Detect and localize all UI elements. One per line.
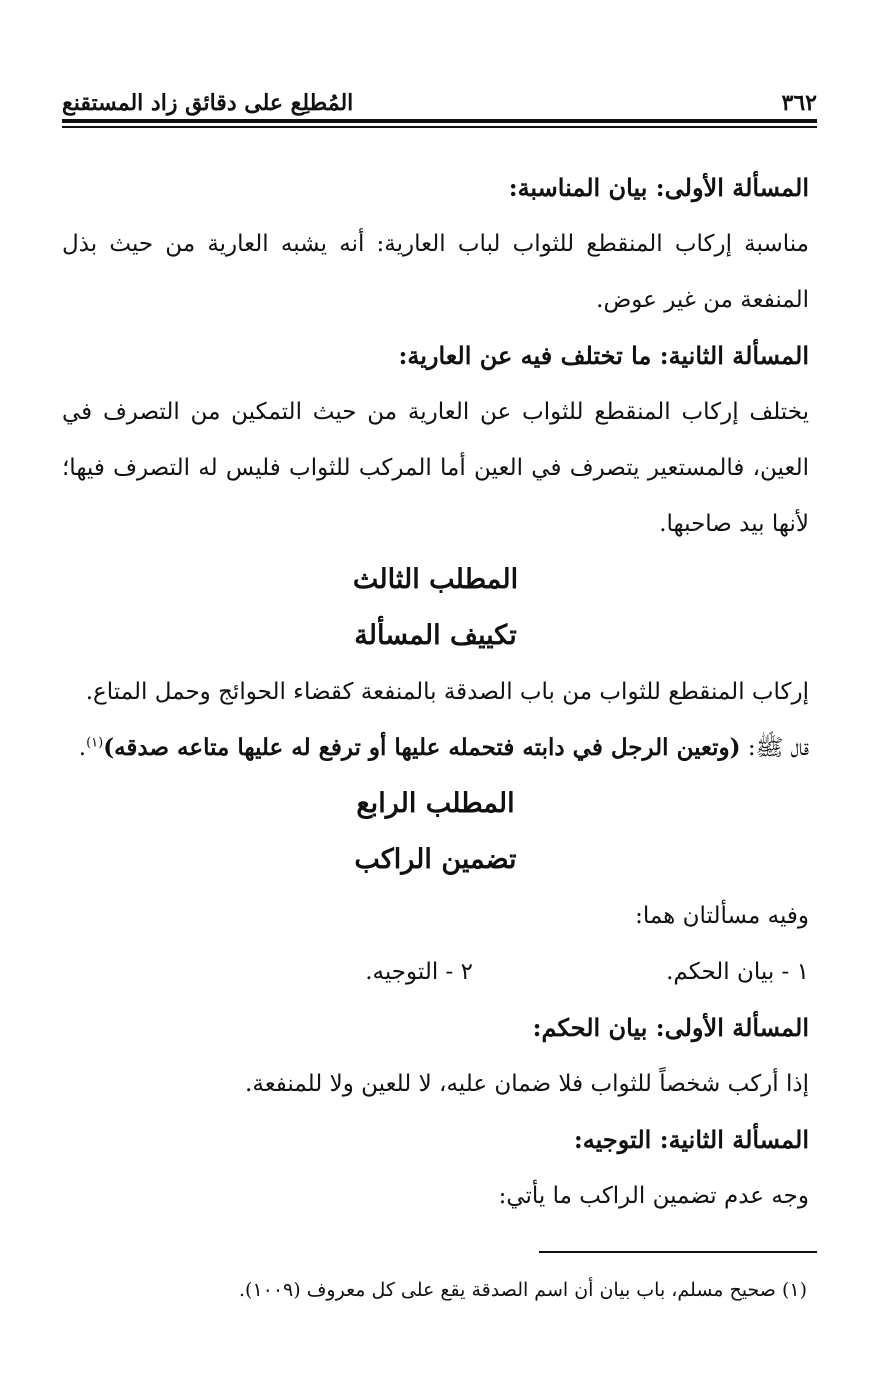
footnote-ref[interactable]: (١): [86, 735, 104, 751]
paragraph-2: يختلف إركاب المنقطع للثواب عن العارية من حيث التمكين من التصرف في العين، فالمستعير يتصرف في العين أما المركب للثواب فليس له التصرف فيها؛ لأنها بيد صاحبها.: [62, 399, 809, 537]
header-rule-thin: [62, 126, 817, 128]
paragraph-5: وجه عدم تضمين الراكب ما يأتي:: [498, 1183, 809, 1209]
matlab-4-subtitle: تضمين الراكب: [354, 844, 517, 875]
matlab-3-title: المطلب الثالث: [352, 564, 519, 595]
page-number: ٣٦٢: [781, 90, 817, 116]
running-header: [62, 82, 817, 116]
list-item: ٢ - التوجيه.: [365, 959, 473, 985]
section-heading-3: المسألة الأولى: بيان الحكم:: [532, 1013, 809, 1042]
section-heading-1: المسألة الأولى: بيان المناسبة:: [508, 173, 809, 202]
footnote: (١) صحيح مسلم، باب بيان أن اسم الصدقة يقع على كل معروف (١٠٠٩).: [238, 1279, 807, 1301]
intro-line: وفيه مسألتان هما:: [635, 903, 809, 929]
hadith-quote: (وتعين الرجل في دابته فتحمله عليها أو ترفع له عليها متاعه صدقه): [103, 734, 741, 761]
paragraph-3: إركاب المنقطع للثواب من باب الصدقة بالمنفعة كقضاء الحوائج وحمل المتاع.: [85, 679, 809, 705]
hadith-period: .: [78, 735, 87, 761]
hadith-intro: قال ﷺ:: [740, 735, 809, 761]
page-body: [62, 160, 809, 1224]
list-item: ١ - بيان الحكم.: [666, 959, 809, 985]
matlab-4-title: المطلب الرابع: [356, 788, 515, 819]
matlab-3-subtitle: تكييف المسألة: [354, 620, 517, 651]
book-title: المُطلِع على دقائق زاد المستقنع: [62, 90, 354, 116]
hadith-line: [62, 720, 809, 776]
numbered-list: [62, 944, 809, 1000]
paragraph-1: مناسبة إركاب المنقطع للثواب لباب العارية: أنه يشبه العارية من حيث بذل المنفعة من غير عوض.: [62, 231, 809, 313]
paragraph-4: إذا أركب شخصاً للثواب فلا ضمان عليه، لا للعين ولا للمنفعة.: [245, 1071, 809, 1097]
footnote-separator: [539, 1251, 817, 1253]
header-rule-thick: [62, 119, 817, 123]
section-heading-4: المسألة الثانية: التوجيه:: [573, 1125, 809, 1154]
section-heading-2: المسألة الثانية: ما تختلف فيه عن العارية:: [398, 341, 809, 370]
